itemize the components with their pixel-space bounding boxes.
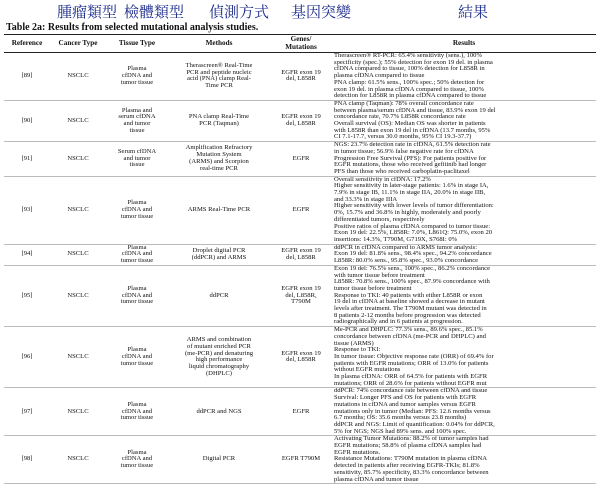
header-label-gene-mutation: 基因突變 [291, 3, 352, 21]
table-row [4, 176, 596, 244]
header-label-specimen-type: 檢體類型 [124, 3, 185, 21]
genes-cell: EGFR T790M [270, 436, 332, 484]
genes-cell: EGFR [270, 176, 332, 244]
header-label-detection-method: 偵測方式 [209, 3, 270, 21]
genes-cell: EGFR [270, 142, 332, 177]
column-header-methods: Methods [168, 35, 270, 53]
table-row [4, 142, 596, 177]
cancer-type-cell: NSCLC [50, 53, 106, 101]
tissue-type-cell: Plasma cfDNA and tumor tissue [106, 176, 168, 244]
results-cell: Overall sensitivity in cfDNA: 17.2% Higher sensitivity in later-stage patients: 1.6% in stage IA, 7.9% in stage IB, 11.1% in stage IIA, 20.0% in stage IIB, and 33.3% in stage IIIA Higher sensitivity with lower levels of tumor differentiation: 0%, 15.7% and 36.8% in highly, moderately and poorly differentiated tumors, respectively Positive ratios of plasma cfDNA compared to tumor tissue: Exon 19 del: 22.5%, L858R: 7.0%, L861Q: 75.0%, exon 20 insertions: 14.3%, T790M, G719X, S768I: 0% [332, 176, 596, 244]
tissue-type-cell: Serum cfDNA and tumor tissue [106, 142, 168, 177]
table-body [4, 53, 596, 484]
tissue-type-cell: Plasma and serum cfDNA and tumor tissue [106, 100, 168, 141]
tissue-type-cell: Plasma cfDNA and tumor tissue [106, 265, 168, 326]
genes-cell: EGFR exon 19 del, L858R, T790M [270, 265, 332, 326]
reference-cell: [89] [4, 53, 50, 101]
methods-cell: ddPCR and NGS [168, 388, 270, 436]
cancer-type-cell: NSCLC [50, 265, 106, 326]
methods-cell: Therascreen® Real-Time PCR and peptide nucleic acid (PNA) clamp Real- Time PCR [168, 53, 270, 101]
column-header-results: Results [332, 35, 596, 53]
methods-cell: ARMS Real-Time PCR [168, 176, 270, 244]
genes-cell: EGFR exon 19 del, L858R [270, 100, 332, 141]
cancer-type-cell: NSCLC [50, 244, 106, 265]
methods-cell: Digital PCR [168, 436, 270, 484]
table-row [4, 53, 596, 101]
reference-cell: [97] [4, 388, 50, 436]
table-row [4, 436, 596, 484]
reference-cell: [95] [4, 265, 50, 326]
column-header-tissue-type: Tissue Type [106, 35, 168, 53]
mutation-analysis-table [4, 34, 596, 484]
reference-cell: [93] [4, 176, 50, 244]
header-label-result: 結果 [458, 3, 489, 21]
table-caption: Table 2a: Results from selected mutational analysis studies. [6, 22, 259, 33]
genes-cell: EGFR exon 19 del, L858R [270, 244, 332, 265]
methods-cell: ddPCR [168, 265, 270, 326]
genes-cell: EGFR exon 19 del, L858R [270, 327, 332, 388]
methods-cell: ARMS and combination of mutant enriched PCR (me-PCR) and denaturing high performance liquid chromatography (DHPLC) [168, 327, 270, 388]
reference-cell: [91] [4, 142, 50, 177]
table-row [4, 327, 596, 388]
column-header-cancer-type: Cancer Type [50, 35, 106, 53]
tissue-type-cell: Plasma cfDNA and tumor tissue [106, 388, 168, 436]
tissue-type-cell: Plasma cfDNA and tumor tissue [106, 244, 168, 265]
cancer-type-cell: NSCLC [50, 176, 106, 244]
column-header-reference: Reference [4, 35, 50, 53]
reference-cell: [94] [4, 244, 50, 265]
header-label-tumor-type: 腫瘤類型 [57, 3, 118, 21]
table-row [4, 388, 596, 436]
results-cell: ddPCR: 74% concordance rate between cfDNA and tissue Survival: Longer PFS and OS for patients with EGFR mutations in cfDNA and tumor samples versus EGFR mutations only in tumor (Median: PFS: 12.6 months versus 6.7 months; OS: 35.6 months versus 23.8 months) ddPCR and NGS: Limit of quantification: 0.04% for ddPCR, 5% for NGS; NGS had 89% sens. and 100% spec. [332, 388, 596, 436]
results-cell: PNA clamp (Taqman): 78% overall concordance rate between plasma/serum cfDNA and tissue, 83.9% exon 19 del concordance rate, 70.7% L858R concordance rate Overall survival (OS): Median OS was shorter in patients with L858R than exon 19 del in cfDNA (13.7 months, 95% CI 7.1-17.7, versus 30.0 months, 95% CI 19.3-37.7) [332, 100, 596, 141]
table-row [4, 244, 596, 265]
cancer-type-cell: NSCLC [50, 327, 106, 388]
genes-cell: EGFR exon 19 del, L858R [270, 53, 332, 101]
results-cell: Me-PCR and DHPLC: 77.3% sens., 89.6% spec., 85.1% concordance between cfDNA (me-PCR and DHPLC) and tissue (ARMS) Response to TKI: In tumor tissue: Objective response rate (ORR) of 69.4% for patients with EGFR mutations; ORR of 13.0% for patients without EGFR mutations In plasma cfDNA: ORR of 64.5% for patients with EGFR mutations; ORR of 28.6% for patients without EGFR mut [332, 327, 596, 388]
methods-cell: Amplification Refractory Mutation System (ARMS) and Scorpion real-time PCR [168, 142, 270, 177]
table-row [4, 100, 596, 141]
cancer-type-cell: NSCLC [50, 142, 106, 177]
results-cell: NGS: 23.7% detection rate in cfDNA, 61.5% detection rate in tumor tissue; 56.9% false negative rate for cfDNA Progression Free Survival (PFS): For patients positive for EGFR mutations, those who received gefitinib had longer PFS than those who received carboplatin-paclitaxel [332, 142, 596, 177]
reference-cell: [96] [4, 327, 50, 388]
methods-cell: Droplet digital PCR (ddPCR) and ARMS [168, 244, 270, 265]
reference-cell: [98] [4, 436, 50, 484]
table-row [4, 265, 596, 326]
column-header-genes-mutations: Genes/ Mutations [270, 35, 332, 53]
table-header-row [4, 35, 596, 53]
results-cell: Activating Tumor Mutations: 88.2% of tumor samples had EGFR mutations; 58.8% of plasma cfDNA samples had EGFR mutations. Resistance Mutations: T790M mutation in plasma cfDNA detected in patients after receiving EGFR-TKIs; 81.8% sensitivity, 85.7% specificity, 83.3% concordance between plasma cfDNA and tumor tissue [332, 436, 596, 484]
methods-cell: PNA clamp Real-Time PCR (Taqman) [168, 100, 270, 141]
results-cell: Exon 19 del: 76.5% sens., 100% spec., 86.2% concordance with tumor tissue before treatment L858R: 70.8% sens., 100% spec., 87.9% concordance with tumor tissue before treatment Response to TKI: 40 patients with either L858R or exon 19 del in cfDNA at baseline showed a decrease in mutant levels after treatment. The T790M mutant was detected in 8 patients 2-12 months before progression was detected radiographically and in 6 patients at progression. [332, 265, 596, 326]
tissue-type-cell: Plasma cfDNA and tumor tissue [106, 436, 168, 484]
tissue-type-cell: Plasma cfDNA and tumor tissue [106, 53, 168, 101]
cancer-type-cell: NSCLC [50, 100, 106, 141]
results-cell: Therascreen® RT-PCR: 65.4% sensitivity (sens.), 100% specificity (spec.); 55% detection for exon 19 del. in plasma cfDNA compared to tissue, 100% detection for L858R in plasma cfDNA compared to tissue PNA clamp: 61.5% sens., 100% spec.; 50% detection for exon 19 del. in plasma cfDNA compared to tissue, 100% detection for L858R in plasma cfDNA compared to tissue [332, 53, 596, 101]
reference-cell: [90] [4, 100, 50, 141]
results-cell: ddPCR in cfDNA compared to ARMS tumor analysis: Exon 19 del: 81.8% sens., 98.4% spec., 94.2% concordance L858R: 80.0% sens., 95.8% spec., 93.0% concordance [332, 244, 596, 265]
tissue-type-cell: Plasma cfDNA and tumor tissue [106, 327, 168, 388]
cancer-type-cell: NSCLC [50, 436, 106, 484]
genes-cell: EGFR [270, 388, 332, 436]
cancer-type-cell: NSCLC [50, 388, 106, 436]
